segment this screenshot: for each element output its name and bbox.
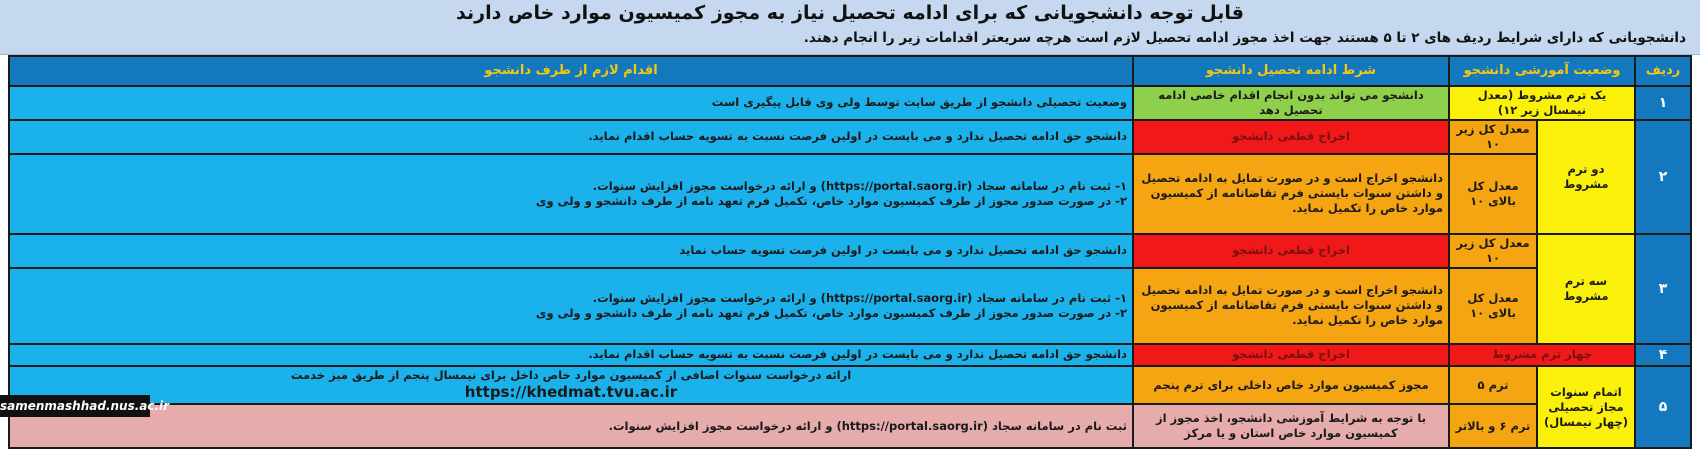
row-condition: دانشجو می تواند بدون انجام اقدام خاصی ادامه تحصیل دهد: [1133, 86, 1449, 120]
row-action: دانشجو حق ادامه تحصیل ندارد و می بایست در اولین فرصت نسبت به تسویه حساب اقدام نماید.: [9, 344, 1133, 366]
action-text: ارائه درخواست سنوات اضافی از کمیسیون موارد خاص داخل برای نیمسال پنجم از طریق میز خدمت: [290, 367, 852, 382]
row-status: یک ترم مشروط (معدل نیمسال زیر ۱۲): [1449, 86, 1635, 120]
table-row: [9, 120, 1691, 154]
row-action: [9, 154, 1133, 234]
row-condition: اخراج قطعی دانشجو: [1133, 234, 1449, 268]
row-number: ۵: [1635, 366, 1691, 448]
row-action: ثبت نام در سامانه سجاد (https://portal.saorg.ir) و ارائه درخواست مجوز افزایش سنوات.: [9, 404, 1133, 448]
row-action: [9, 268, 1133, 344]
table-row: [9, 154, 1691, 234]
row-number: ۴: [1635, 344, 1691, 366]
khedmat-link[interactable]: https://khedmat.tvu.ac.ir: [464, 382, 678, 401]
table-header-row: [9, 56, 1691, 86]
row-number: ۲: [1635, 120, 1691, 234]
row-substatus: ترم ۵: [1449, 366, 1537, 404]
page-subtitle: دانشجویانی که دارای شرایط ردیف های ۲ تا ۵ هستند جهت اخذ مجوز ادامه تحصیل لازم است هرچه سریعتر اقدامات زیر را انجام دهند.: [803, 30, 1686, 46]
row-number: ۳: [1635, 234, 1691, 344]
header-row-number: ردیف: [1635, 56, 1691, 86]
row-action: دانشجو حق ادامه تحصیل ندارد و می بایست در اولین فرصت نسبت به تسویه حساب اقدام نماید.: [9, 120, 1133, 154]
table-row: [9, 234, 1691, 268]
row-action: [9, 366, 1133, 404]
table-row: [9, 86, 1691, 120]
row-condition: مجوز کمیسیون موارد خاص داخلی برای ترم پنجم: [1133, 366, 1449, 404]
row-action: دانشجو حق ادامه تحصیل ندارد و می بایست در اولین فرصت تسویه حساب نماید: [9, 234, 1133, 268]
header-continuation-condition: شرط ادامه تحصیل دانشجو: [1133, 56, 1449, 86]
row-status: سه ترم مشروط: [1537, 234, 1635, 344]
table-row: [9, 268, 1691, 344]
page-title: قابل توجه دانشجویانی که برای ادامه تحصیل نیاز به مجوز کمیسیون موارد خاص دارند: [456, 2, 1244, 24]
row-substatus: معدل کل زیر ۱۰: [1449, 120, 1537, 154]
row-substatus: ترم ۶ و بالاتر: [1449, 404, 1537, 448]
row-number: ۱: [1635, 86, 1691, 120]
action-step-2: ۲- در صورت صدور مجوز از طرف کمیسیون موارد خاص، تکمیل فرم تعهد نامه از طرف دانشجو و ولی وی: [535, 305, 1127, 320]
action-step-1: ۱- ثبت نام در سامانه سجاد (https://portal.saorg.ir) و ارائه درخواست مجوز افزایش سنوات.: [592, 290, 1127, 305]
header-student-status: وضعیت آموزشی دانشجو: [1449, 56, 1635, 86]
row-condition: اخراج قطعی دانشجو: [1133, 344, 1449, 366]
row-condition: اخراج قطعی دانشجو: [1133, 120, 1449, 154]
action-step-1: ۱- ثبت نام در سامانه سجاد (https://portal.saorg.ir) و ارائه درخواست مجوز افزایش سنوات.: [592, 178, 1127, 193]
row-substatus: معدل کل زیر ۱۰: [1449, 234, 1537, 268]
table-row: [9, 404, 1691, 448]
table-row: [9, 344, 1691, 366]
row-substatus: معدل کل بالای ۱۰: [1449, 268, 1537, 344]
row-status: اتمام سنوات مجاز تحصیلی (چهار نیمسال): [1537, 366, 1635, 448]
action-step-2: ۲- در صورت صدور مجوز از طرف کمیسیون موارد خاص، تکمیل فرم تعهد نامه از طرف دانشجو و ولی وی: [535, 193, 1127, 208]
row-condition: دانشجو اخراج است و در صورت تمایل به ادامه تحصیل و داشتن سنوات بایستی فرم تقاضانامه از کمیسیون موارد خاص را تکمیل نماید.: [1133, 268, 1449, 344]
row-condition: دانشجو اخراج است و در صورت تمایل به ادامه تحصیل و داشتن سنوات بایستی فرم تقاضانامه از کمیسیون موارد خاص را تکمیل نماید.: [1133, 154, 1449, 234]
table-row: [9, 366, 1691, 404]
header-required-action: اقدام لازم از طرف دانشجو: [9, 56, 1133, 86]
header-band: [0, 0, 1700, 55]
row-action: وضعیت تحصیلی دانشجو از طریق سایت توسط ولی وی قابل پیگیری است: [9, 86, 1133, 120]
row-status: چهار ترم مشروط: [1449, 344, 1635, 366]
conditions-table: [8, 55, 1692, 449]
site-watermark: samenmashhad.nus.ac.ir: [0, 395, 150, 417]
row-status: دو ترم مشروط: [1537, 120, 1635, 234]
row-substatus: معدل کل بالای ۱۰: [1449, 154, 1537, 234]
row-condition: با توجه به شرایط آموزشی دانشجو، اخذ مجوز از کمیسیون موارد خاص استان و یا مرکز: [1133, 404, 1449, 448]
